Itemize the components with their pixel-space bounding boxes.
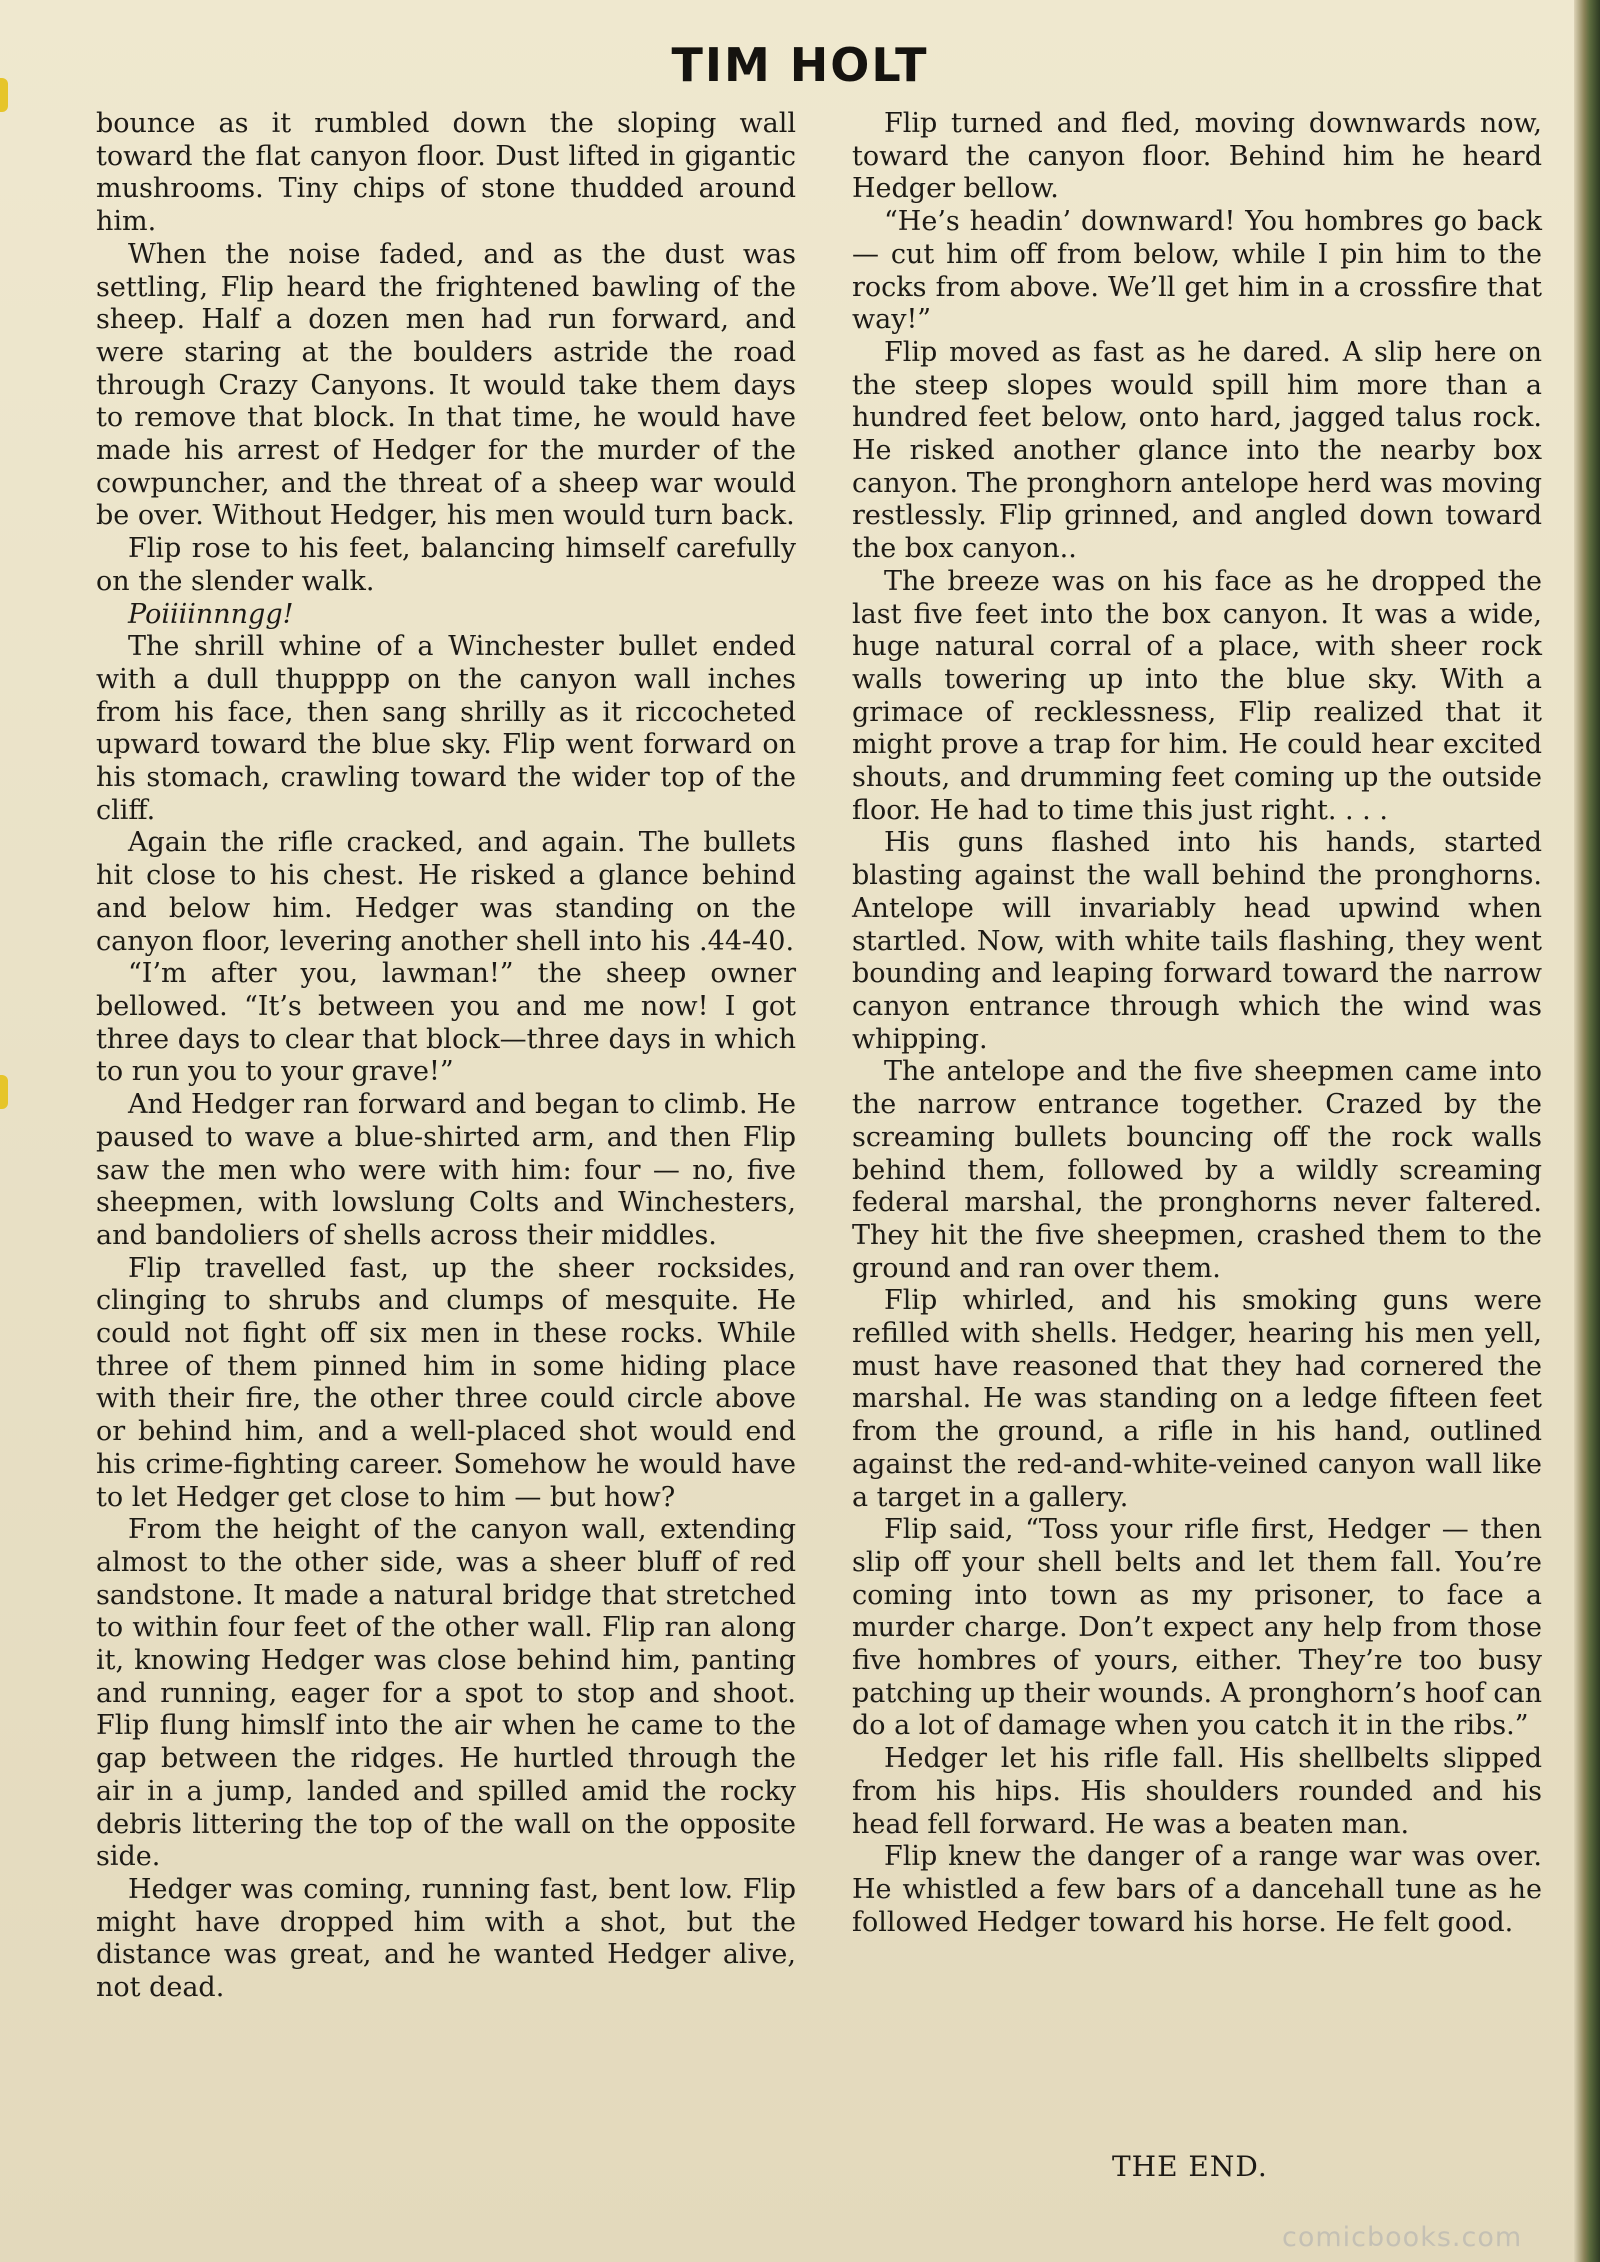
paragraph: The breeze was on his face as he dropped the last five feet into the box canyon. It was a wide, huge natural corral of a place, with sheer rock walls towering up into the blue sky. With a grimace of recklessness, Flip realized that it might prove a trap for him. He could hear excited shouts, and drumming feet coming up the outside floor. He had to time this just right. . . . <box>852 565 1542 826</box>
paragraph: “He’s headin’ downward! You hombres go back — cut him off from below, while I pin him to the rocks from above. We’ll get him in a crossfire that way!” <box>852 206 1542 336</box>
paragraph: And Hedger ran forward and began to climb. He paused to wave a blue-shirted arm, and then Flip saw the men who were with him: four — no, five sheepmen, with lowslung Colts and Winchesters, and bandoliers of shells across their middles. <box>96 1089 796 1251</box>
page-title: TIM HOLT <box>671 38 929 92</box>
paragraph: Flip rose to his feet, balancing himself carefully on the slender walk. <box>96 533 796 597</box>
paragraph: bounce as it rumbled down the sloping wall toward the flat canyon floor. Dust lifted in gigantic mushrooms. Tiny chips of stone thudded around him. <box>96 108 796 238</box>
paragraph: Hedger was coming, running fast, bent low. Flip might have dropped him with a shot, but the distance was great, and he wanted Hedger alive, not dead. <box>96 1873 796 2004</box>
paragraph: Poiiiinnngg! <box>128 598 294 630</box>
paragraph: Flip travelled fast, up the sheer rocksides, clinging to shrubs and clumps of mesquite. He could not fight off six men in these rocks. While three of them pinned him in some hiding place with their fire, the other three could circle above or behind him, and a well-placed shot would end his crime-fighting career. Somehow he would have to let Hedger get close to him — but how? <box>96 1252 796 1513</box>
page-edge-mark <box>0 1075 8 1109</box>
paragraph: Flip whirled, and his smoking guns were refilled with shells. Hedger, hearing his men yell, must have reasoned that they had cornered the marshal. He was standing on a ledge fifteen feet from the ground, a rifle in his hand, outlined against the red-and-white-veined canyon wall like a target in a gallery. <box>852 1285 1542 1513</box>
the-end-label: THE END. <box>1112 2150 1268 2183</box>
paragraph: From the height of the canyon wall, extending almost to the other side, was a sheer bluff of red sandstone. It made a natural bridge that stretched to within four feet of the other wall. Flip ran along it, knowing Hedger was close behind him, panting and running, eager for a spot to stop and shoot. Flip flung himslf into the air when he came to the gap between the ridges. He hurtled through the air in a jump, landed and spilled amid the rocky debris littering the top of the wall on the opposite side. <box>96 1514 796 1873</box>
watermark: comicbooks.com <box>1282 2222 1523 2253</box>
paragraph: Flip said, “Toss your rifle first, Hedger — then slip off your shell belts and let them fall. You’re coming into town as my prisoner, to face a murder charge. Don’t expect any help from those five hombres of yours, either. They’re too busy patching up their wounds. A pronghorn’s hoof can do a lot of damage when you catch it in the ribs.” <box>852 1514 1542 1742</box>
text-column-left <box>96 108 796 2005</box>
paragraph: When the noise faded, and as the dust was settling, Flip heard the frightened bawling of the sheep. Half a dozen men had run forward, and were staring at the boulders astride the road through Crazy Canyons. It would take them days to remove that block. In that time, he would have made his arrest of Hedger for the murder of the cowpuncher, and the threat of a sheep war would be over. Without Hedger, his men would turn back. <box>96 238 796 532</box>
paragraph: Hedger let his rifle fall. His shellbelts slipped from his hips. His shoulders rounded and his head fell forward. He was a beaten man. <box>852 1743 1542 1840</box>
paragraph: His guns flashed into his hands, started blasting against the wall behind the pronghorns. Antelope will invariably head upwind when startled. Now, with white tails flashing, they went bounding and leaping forward toward the narrow canyon entrance through which the wind was whipping. <box>852 827 1542 1055</box>
paragraph: Flip moved as fast as he dared. A slip here on the steep slopes would spill him more than a hundred feet below, onto hard, jagged talus rock. He risked another glance into the nearby box canyon. The pronghorn antelope herd was moving restlessly. Flip grinned, and angled down toward the box canyon.. <box>852 336 1542 565</box>
paragraph: Again the rifle cracked, and again. The bullets hit close to his chest. He risked a glance behind and below him. Hedger was standing on the canyon floor, levering another shell into his .44-40. <box>96 827 796 957</box>
page-edge-art <box>1574 0 1600 2262</box>
paragraph: The antelope and the five sheepmen came into the narrow entrance together. Crazed by the screaming bullets bouncing off the rock walls behind them, followed by a wildly screaming federal marshal, the pronghorns never faltered. They hit the five sheepmen, crashed them to the ground and ran over them. <box>852 1056 1542 1284</box>
paragraph: Flip knew the danger of a range war was over. He whistled a few bars of a dancehall tune as he followed Hedger toward his horse. He felt good. <box>852 1841 1542 1938</box>
paragraph: “I’m after you, lawman!” the sheep owner bellowed. “It’s between you and me now! I got three days to clear that block—three days in which to run you to your grave!” <box>96 958 796 1088</box>
paragraph: The shrill whine of a Winchester bullet ended with a dull thupppp on the canyon wall inches from his face, then sang shrilly as it riccocheted upward toward the blue sky. Flip went forward on his stomach, crawling toward the wider top of the cliff. <box>96 631 796 826</box>
paragraph: Flip turned and fled, moving downwards now, toward the canyon floor. Behind him he heard Hedger bellow. <box>852 108 1542 205</box>
text-column-right <box>852 108 1542 1939</box>
